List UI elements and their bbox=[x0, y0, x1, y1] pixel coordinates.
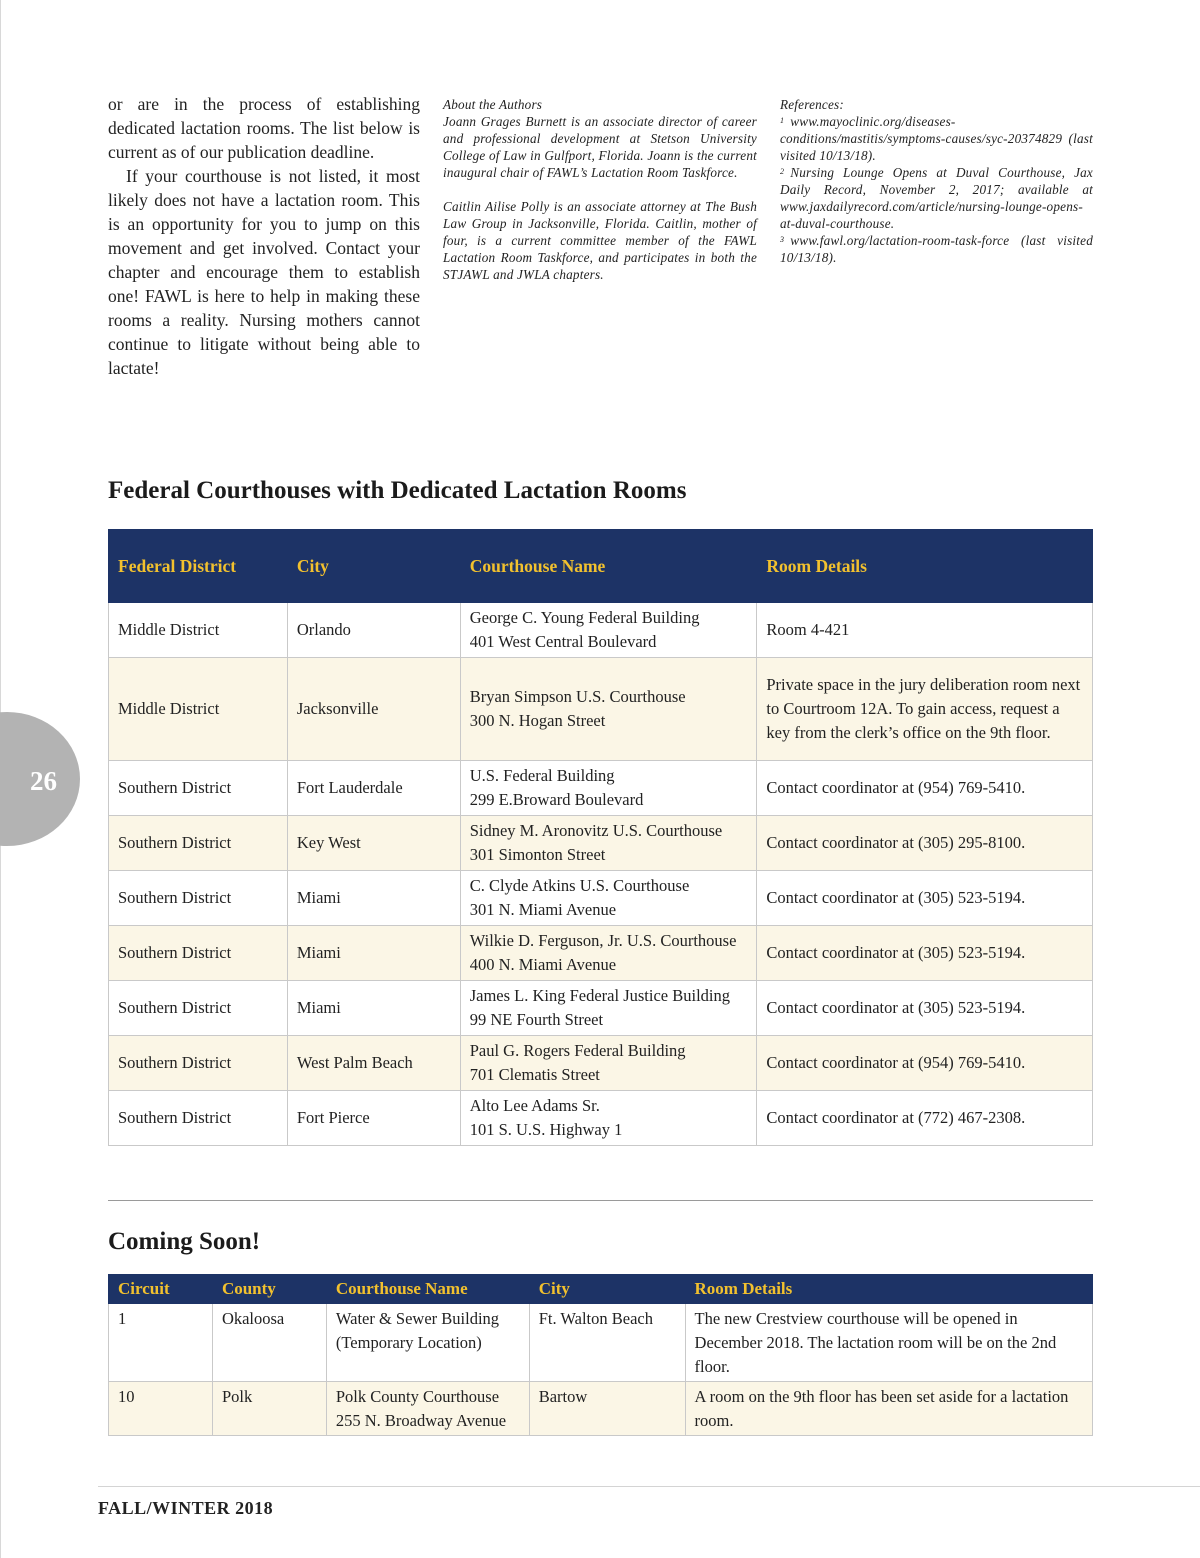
column-header: Circuit bbox=[109, 1275, 213, 1304]
column-header: Room Details bbox=[685, 1275, 1092, 1304]
district-cell: Southern District bbox=[109, 981, 288, 1036]
courthouse-cell bbox=[460, 658, 757, 761]
about-authors-heading: About the Authors bbox=[443, 97, 543, 112]
courthouse-cell bbox=[460, 1091, 757, 1146]
courthouse-address: 301 N. Miami Avenue bbox=[469, 900, 617, 919]
room-details-cell: Contact coordinator at (305) 295-8100. bbox=[757, 816, 1093, 871]
county-cell: Polk bbox=[212, 1382, 326, 1436]
courthouse-name: Water & Sewer Building bbox=[335, 1309, 500, 1328]
reference-text: www.fawl.org/lactation-room-task-force (last visited 10/13/18). bbox=[780, 233, 1093, 265]
footer-divider bbox=[98, 1486, 1200, 1487]
district-cell: Southern District bbox=[109, 926, 288, 981]
courthouse-cell bbox=[460, 603, 757, 658]
reference-text: www.mayoclinic.org/diseases-conditions/mastitis/symptoms-causes/syc-20374829 (last visited 10/13/18). bbox=[780, 114, 1093, 163]
city-cell: Key West bbox=[287, 816, 460, 871]
courthouse-cell bbox=[460, 926, 757, 981]
courthouse-cell bbox=[460, 981, 757, 1036]
courthouse-address: 255 N. Broadway Avenue bbox=[335, 1411, 507, 1430]
section-divider bbox=[108, 1200, 1093, 1201]
table-header-row bbox=[109, 530, 1093, 603]
table-row bbox=[109, 1036, 1093, 1091]
column-header: Room Details bbox=[757, 530, 1093, 603]
room-details-cell: Contact coordinator at (954) 769-5410. bbox=[757, 761, 1093, 816]
article-paragraph: If your courthouse is not listed, it most likely does not have a lactation room. This is an opportunity for you to jump on this movement and get involved. Contact your chapter and encourage them to establish one! FAWL is here to help in making these rooms a reality. Nursing mothers cannot continue to litigate without being able to lactate! bbox=[108, 166, 420, 378]
table-row bbox=[109, 981, 1093, 1036]
courthouse-address: 301 Simonton Street bbox=[469, 845, 606, 864]
courthouse-cell bbox=[326, 1304, 529, 1382]
city-cell: Miami bbox=[287, 981, 460, 1036]
city-cell: West Palm Beach bbox=[287, 1036, 460, 1091]
city-cell: Fort Pierce bbox=[287, 1091, 460, 1146]
city-cell: Ft. Walton Beach bbox=[529, 1304, 685, 1382]
courthouse-cell bbox=[460, 871, 757, 926]
courthouse-address: 401 West Central Boulevard bbox=[469, 632, 657, 651]
reference-item bbox=[780, 232, 1093, 266]
references-heading: References: bbox=[780, 97, 844, 112]
table-row bbox=[109, 603, 1093, 658]
room-details-cell: The new Crestview courthouse will be opened in December 2018. The lactation room will be on the 2nd floor. bbox=[685, 1304, 1092, 1382]
district-cell: Southern District bbox=[109, 871, 288, 926]
city-cell: Jacksonville bbox=[287, 658, 460, 761]
reference-item bbox=[780, 164, 1093, 232]
room-details-cell: Room 4-421 bbox=[757, 603, 1093, 658]
coming-soon-table bbox=[108, 1274, 1093, 1436]
table-row bbox=[109, 1091, 1093, 1146]
column-header: Courthouse Name bbox=[460, 530, 757, 603]
references bbox=[780, 96, 1093, 266]
city-cell: Orlando bbox=[287, 603, 460, 658]
room-details-cell: Contact coordinator at (305) 523-5194. bbox=[757, 871, 1093, 926]
reference-text: Nursing Lounge Opens at Duval Courthouse, Jax Daily Record, November 2, 2017; available at www.jaxdailyrecord.com/article/nursing-lounge-opens-at-duval-courthouse. bbox=[780, 165, 1093, 231]
federal-table-title: Federal Courthouses with Dedicated Lactation Rooms bbox=[108, 477, 687, 504]
courthouse-address: 300 N. Hogan Street bbox=[469, 711, 606, 730]
district-cell: Southern District bbox=[109, 761, 288, 816]
page-number: 26 bbox=[30, 766, 57, 796]
table-header-row bbox=[109, 1275, 1093, 1304]
reference-number: 3 bbox=[780, 235, 785, 244]
courthouse-name: Wilkie D. Ferguson, Jr. U.S. Courthouse bbox=[469, 931, 737, 950]
courthouse-name: U.S. Federal Building bbox=[469, 766, 615, 785]
city-cell: Fort Lauderdale bbox=[287, 761, 460, 816]
table-row bbox=[109, 926, 1093, 981]
county-cell: Okaloosa bbox=[212, 1304, 326, 1382]
table-row bbox=[109, 1382, 1093, 1436]
table-row bbox=[109, 658, 1093, 761]
courthouse-name: Alto Lee Adams Sr. bbox=[469, 1096, 600, 1115]
issue-footer: FALL/WINTER 2018 bbox=[98, 1498, 274, 1518]
table-row bbox=[109, 1304, 1093, 1382]
article-paragraph: or are in the process of establishing dedicated lactation rooms. The list below is current as of our publication deadline. bbox=[108, 94, 420, 162]
reference-number: 2 bbox=[780, 167, 785, 176]
author-bio: Caitlin Ailise Polly is an associate attorney at The Bush Law Group in Jacksonville, Florida. Caitlin, mother of four, is a current committee member of the FAWL Lactation Room Taskforce, and participates in both the STJAWL and JWLA chapters. bbox=[443, 199, 757, 282]
city-cell: Miami bbox=[287, 926, 460, 981]
reference-item bbox=[780, 113, 1093, 164]
column-header: City bbox=[287, 530, 460, 603]
courthouse-name: Bryan Simpson U.S. Courthouse bbox=[469, 687, 686, 706]
room-details-cell: Contact coordinator at (305) 523-5194. bbox=[757, 926, 1093, 981]
courthouse-name: Paul G. Rogers Federal Building bbox=[469, 1041, 686, 1060]
room-details-cell: Contact coordinator at (772) 467-2308. bbox=[757, 1091, 1093, 1146]
district-cell: Middle District bbox=[109, 603, 288, 658]
courthouse-name: Sidney M. Aronovitz U.S. Courthouse bbox=[469, 821, 723, 840]
article-text-column bbox=[108, 92, 420, 380]
column-header: Federal District bbox=[109, 530, 288, 603]
district-cell: Middle District bbox=[109, 658, 288, 761]
courthouse-name: C. Clyde Atkins U.S. Courthouse bbox=[469, 876, 690, 895]
courthouse-cell bbox=[460, 816, 757, 871]
column-header: County bbox=[212, 1275, 326, 1304]
room-details-cell: A room on the 9th floor has been set aside for a lactation room. bbox=[685, 1382, 1092, 1436]
room-details-cell: Private space in the jury deliberation room next to Courtroom 12A. To gain access, request a key from the clerk’s office on the 9th floor. bbox=[757, 658, 1093, 761]
district-cell: Southern District bbox=[109, 816, 288, 871]
courthouse-cell bbox=[460, 761, 757, 816]
courthouse-note: (Temporary Location) bbox=[335, 1333, 482, 1352]
city-cell: Miami bbox=[287, 871, 460, 926]
room-details-cell: Contact coordinator at (305) 523-5194. bbox=[757, 981, 1093, 1036]
district-cell: Southern District bbox=[109, 1036, 288, 1091]
column-header: City bbox=[529, 1275, 685, 1304]
federal-courthouses-table bbox=[108, 529, 1093, 1146]
courthouse-address: 299 E.Broward Boulevard bbox=[469, 790, 644, 809]
column-header: Courthouse Name bbox=[326, 1275, 529, 1304]
courthouse-address: 99 NE Fourth Street bbox=[469, 1010, 604, 1029]
courthouse-name: Polk County Courthouse bbox=[335, 1387, 500, 1406]
courthouse-address: 101 S. U.S. Highway 1 bbox=[469, 1120, 623, 1139]
room-details-cell: Contact coordinator at (954) 769-5410. bbox=[757, 1036, 1093, 1091]
courthouse-name: George C. Young Federal Building bbox=[469, 608, 700, 627]
courthouse-cell bbox=[460, 1036, 757, 1091]
courthouse-name: James L. King Federal Justice Building bbox=[469, 986, 730, 1005]
courthouse-cell bbox=[326, 1382, 529, 1436]
courthouse-address: 400 N. Miami Avenue bbox=[469, 955, 617, 974]
table-row bbox=[109, 871, 1093, 926]
about-authors bbox=[443, 96, 757, 283]
circuit-cell: 1 bbox=[109, 1304, 213, 1382]
table-row bbox=[109, 816, 1093, 871]
circuit-cell: 10 bbox=[109, 1382, 213, 1436]
reference-number: 1 bbox=[780, 116, 785, 125]
district-cell: Southern District bbox=[109, 1091, 288, 1146]
coming-soon-title: Coming Soon! bbox=[108, 1228, 261, 1255]
courthouse-address: 701 Clematis Street bbox=[469, 1065, 600, 1084]
city-cell: Bartow bbox=[529, 1382, 685, 1436]
author-bio: Joann Grages Burnett is an associate director of career and professional development at Stetson University College of Law in Gulfport, Florida. Joann is the current inaugural chair of FAWL’s Lactation Room Taskforce. bbox=[443, 114, 757, 180]
table-row bbox=[109, 761, 1093, 816]
